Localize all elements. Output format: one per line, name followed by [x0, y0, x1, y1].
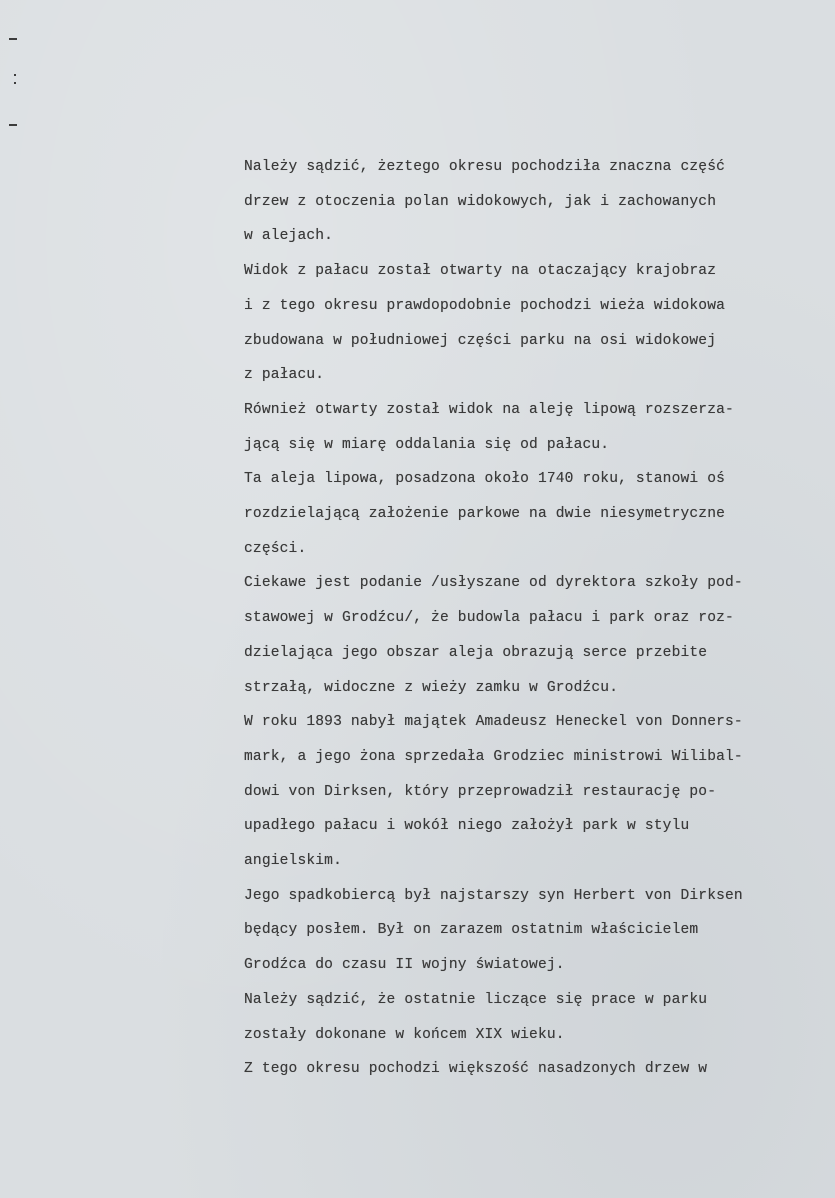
margin-mark	[9, 38, 17, 40]
text-line: W roku 1893 nabył majątek Amadeusz Heneckel von Donners-	[244, 714, 743, 731]
text-line: rozdzielającą założenie parkowe na dwie niesymetryczne	[244, 506, 726, 523]
text-line: stawowej w Grodźcu/, że budowla pałacu i park oraz roz-	[244, 610, 734, 627]
text-line: Należy sądzić, żeztego okresu pochodziła znaczna część	[244, 159, 726, 175]
text-line: Jego spadkobiercą był najstarszy syn Herbert von Dirksen	[244, 887, 743, 904]
text-line: strzałą, widoczne z wieży zamku w Grodźcu.	[244, 679, 619, 696]
text-line: angielskim.	[244, 853, 342, 870]
text-line: upadłego pałacu i wokół niego założył park w stylu	[244, 818, 690, 835]
text-line: części.	[244, 540, 307, 557]
text-line: z pałacu.	[244, 367, 325, 384]
typewritten-text	[244, 150, 824, 1087]
text-line: jącą się w miarę oddalania się od pałacu.	[244, 436, 610, 453]
text-line: i z tego okresu prawdopodobnie pochodzi wieża widokowa	[244, 297, 726, 314]
text-line: będący posłem. Był on zarazem ostatnim właścicielem	[244, 922, 699, 939]
text-line: w alejach.	[244, 228, 334, 245]
text-line: Z tego okresu pochodzi większość nasadzonych drzew w	[244, 1061, 708, 1078]
text-line: Widok z pałacu został otwarty na otaczający krajobraz	[244, 263, 717, 280]
text-line: Grodźca do czasu II wojny światowej.	[244, 957, 565, 974]
text-line: Ciekawe jest podanie /usłyszane od dyrektora szkoły pod-	[244, 575, 743, 592]
text-line: zostały dokonane w końcem XIX wieku.	[244, 1026, 565, 1043]
text-line: Ta aleja lipowa, posadzona około 1740 roku, stanowi oś	[244, 471, 726, 488]
margin-mark	[14, 82, 16, 84]
text-line: dzielająca jego obszar aleja obrazują serce przebite	[244, 644, 708, 661]
margin-mark	[14, 74, 16, 76]
text-line: zbudowana w południowej części parku na osi widokowej	[244, 332, 717, 349]
margin-mark	[9, 124, 17, 126]
text-line: drzew z otoczenia polan widokowych, jak i zachowanych	[244, 193, 717, 210]
text-line: mark, a jego żona sprzedała Grodziec ministrowi Wilibal-	[244, 748, 743, 765]
text-line: Również otwarty został widok na aleję lipową rozszerza-	[244, 401, 734, 418]
text-line: dowi von Dirksen, który przeprowadził restaurację po-	[244, 783, 717, 800]
text-line: Należy sądzić, że ostatnie liczące się prace w parku	[244, 991, 708, 1008]
